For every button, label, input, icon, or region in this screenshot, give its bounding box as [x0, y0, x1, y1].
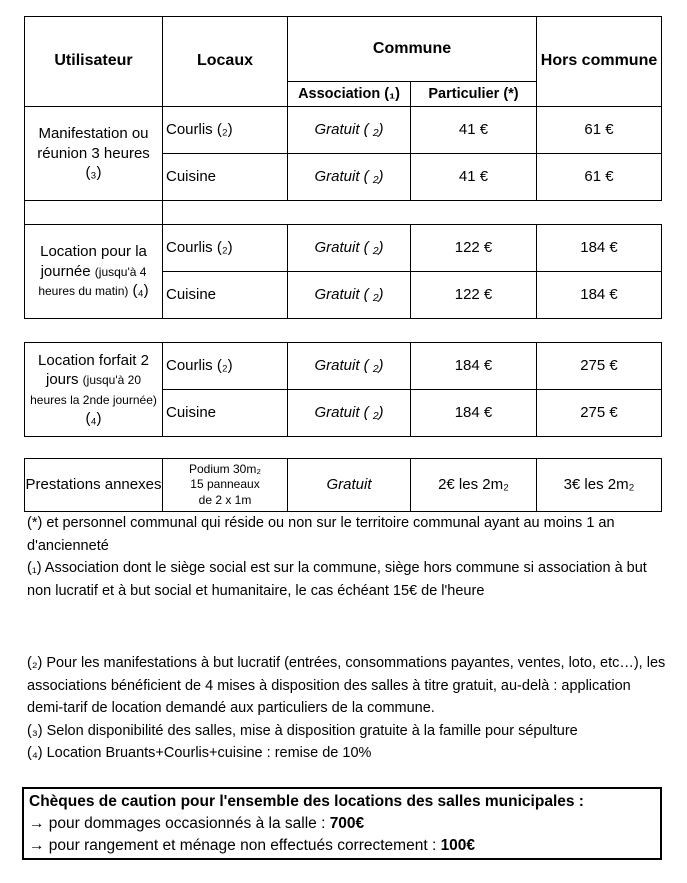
block1-row1-association: Gratuit ( ₂) — [288, 107, 411, 154]
block1-row2-hors: 61 € — [537, 154, 662, 201]
spacer-cell-1 — [25, 201, 163, 225]
block3-label — [25, 343, 163, 437]
tarifs-table-forfait — [24, 342, 662, 437]
caution-line-2-text: → pour rangement et ménage non effectués correctement : — [29, 837, 441, 854]
block1-row2-association: Gratuit ( ₂) — [288, 154, 411, 201]
block4-local-line3: de 2 x 1m — [198, 492, 252, 507]
block3-row2-association: Gratuit ( ₂) — [288, 390, 411, 437]
block3-row1-local: Courlis (₂) — [163, 343, 288, 390]
block2-row2-particulier: 122 € — [411, 272, 537, 319]
caution-title: Chèques de caution pour l'ensemble des locations des salles municipales : — [29, 793, 584, 810]
header-locaux: Locaux — [163, 17, 288, 107]
block3-row2-particulier: 184 € — [411, 390, 537, 437]
tarifs-table-prestations — [24, 458, 662, 512]
note-2: (₂) Pour les manifestations à but lucratif (entrées, consommations payantes, ventes, loto, etc…), les associations bénéficient de 4 mises à disposition des salles à titre gratuit, au-delà : application demi-tarif de location demandé aux particuliers de la commune. — [27, 655, 666, 716]
block2-row2-hors: 184 € — [537, 272, 662, 319]
block2-label-small: (jusqu'à 4 heures du matin) — [38, 264, 147, 299]
note-1: (₁) Association dont le siège social est sur la commune, siège hors commune si association à but non lucratif et à but social et humanitaire, le cas échéant 15€ de l'heure — [27, 560, 647, 599]
block1-row1-local: Courlis (₂) — [163, 107, 288, 154]
block2-label — [25, 225, 163, 319]
block4-local — [163, 459, 288, 512]
block3-row1-association: Gratuit ( ₂) — [288, 343, 411, 390]
header-association: Association (₁) — [288, 82, 411, 107]
block4-hors: 3€ les 2m₂ — [537, 459, 662, 512]
caution-line-1-text: → pour dommages occasionnés à la salle : — [29, 815, 330, 832]
block4-local-line2: 15 panneaux — [190, 477, 260, 492]
block1-row1-hors: 61 € — [537, 107, 662, 154]
spacer-row — [25, 201, 662, 225]
header-particulier: Particulier (*) — [411, 82, 537, 107]
block2-label-note: (₄) — [132, 282, 149, 300]
block3-label-small: (jusqu'à 20 heures la 2nde journée) — [30, 373, 157, 407]
caution-line-2 — [29, 835, 655, 857]
block3-label-main: Location forfait 2 jours — [38, 351, 149, 388]
notes-section — [27, 512, 667, 602]
block2-row2-association: Gratuit ( ₂) — [288, 272, 411, 319]
block3-row2-hors: 275 € — [537, 390, 662, 437]
block1-row1-particulier: 41 € — [411, 107, 537, 154]
block1-row2-local: Cuisine — [163, 154, 288, 201]
spacer-cell-3 — [288, 201, 662, 225]
block4-particulier: 2€ les 2m₂ — [411, 459, 537, 512]
header-commune: Commune — [288, 17, 537, 82]
notes-section-2 — [27, 652, 667, 765]
header-hors-commune: Hors commune — [537, 17, 662, 107]
block2-row1-hors: 184 € — [537, 225, 662, 272]
note-3: (₃) Selon disponibilité des salles, mise à disposition gratuite à la famille pour sépulture — [27, 722, 578, 739]
caution-line-1-amount: 700€ — [329, 815, 365, 832]
header-utilisateur: Utilisateur — [25, 17, 163, 107]
block4-label: Prestations annexes — [25, 459, 163, 512]
block2-label-main: Location pour la journée — [40, 243, 147, 280]
block2-row1-particulier: 122 € — [411, 225, 537, 272]
note-star: (*) et personnel communal qui réside ou non sur le territoire communal ayant au moins 1 an d'ancienneté — [27, 515, 615, 554]
block2-row2-local: Cuisine — [163, 272, 288, 319]
tarifs-table-main — [24, 16, 662, 319]
note-4: (₄) Location Bruants+Courlis+cuisine : remise de 10% — [27, 745, 372, 761]
block1-label: Manifestation ou réunion 3 heures (₃) — [25, 107, 163, 201]
caution-line-1 — [29, 813, 655, 835]
block3-row2-local: Cuisine — [163, 390, 288, 437]
block3-row1-hors: 275 € — [537, 343, 662, 390]
block3-label-note: (₄) — [85, 410, 102, 427]
caution-line-2-amount: 100€ — [440, 837, 476, 854]
block3-row1-particulier: 184 € — [411, 343, 537, 390]
caution-box — [22, 787, 662, 860]
block4-local-line1: Podium 30m₂ — [188, 461, 262, 476]
block2-row1-association: Gratuit ( ₂) — [288, 225, 411, 272]
spacer-cell-2 — [163, 201, 288, 225]
block1-row2-particulier: 41 € — [411, 154, 537, 201]
block2-row1-local: Courlis (₂) — [163, 225, 288, 272]
block4-association: Gratuit — [288, 459, 411, 512]
